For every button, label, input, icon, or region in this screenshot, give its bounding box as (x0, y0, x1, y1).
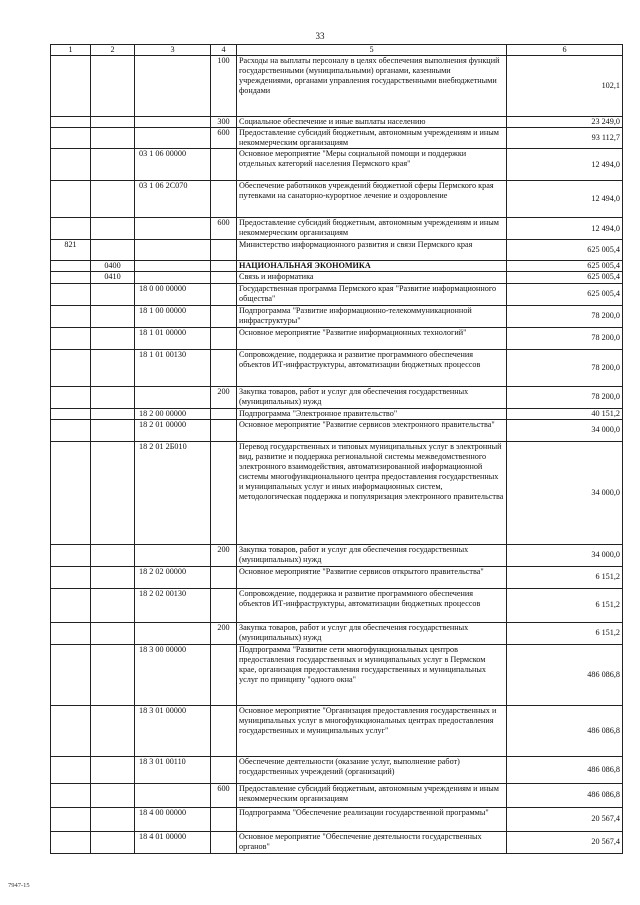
cell-c1 (51, 327, 91, 349)
cell-c6: 78 200,0 (507, 327, 623, 349)
table-row (51, 644, 623, 705)
cell-c1 (51, 149, 91, 181)
cell-c2 (91, 566, 135, 588)
cell-c1 (51, 181, 91, 218)
cell-c4: 300 (211, 117, 237, 128)
cell-c3: 18 0 00 00000 (135, 283, 211, 305)
cell-c6: 625 005,4 (507, 283, 623, 305)
cell-c3 (135, 56, 211, 117)
cell-c4 (211, 756, 237, 783)
cell-c2 (91, 349, 135, 386)
table-row (51, 566, 623, 588)
cell-c1 (51, 349, 91, 386)
cell-c5: Перевод государственных и типовых муниципальных услуг в электронный вид, развитие и поддержка региональной системы межведомственного электронного взаимодействия, автоматизированной информационной системы многофункционального центра предоставления государственных и муниципальных услуг и иных информационных систем, методологическая поддержка и популяризация электронного правительства (237, 441, 507, 544)
cell-c5: Закупка товаров, работ и услуг для обеспечения государственных (муниципальных) нужд (237, 386, 507, 408)
table-row (51, 149, 623, 181)
cell-c3 (135, 544, 211, 566)
cell-c2 (91, 622, 135, 644)
budget-table (50, 44, 623, 854)
cell-c4 (211, 305, 237, 327)
cell-c5: Основное мероприятие "Развитие сервисов электронного правительства" (237, 419, 507, 441)
page-number: 33 (315, 31, 325, 41)
cell-c3 (135, 622, 211, 644)
cell-c2 (91, 283, 135, 305)
cell-c6: 486 086,8 (507, 783, 623, 807)
table-row (51, 240, 623, 261)
table-row (51, 441, 623, 544)
cell-c4 (211, 272, 237, 283)
cell-c3: 18 2 01 2Б010 (135, 441, 211, 544)
table-row (51, 588, 623, 622)
cell-c5: Основное мероприятие "Организация предоставления государственных и муниципальных услуг в многофункциональных центрах предоставления государственных и муниципальных услуг" (237, 705, 507, 756)
cell-c6: 34 000,0 (507, 441, 623, 544)
table-row (51, 807, 623, 831)
cell-c1 (51, 272, 91, 283)
cell-c2 (91, 588, 135, 622)
col-header: 4 (211, 45, 237, 56)
cell-c2 (91, 408, 135, 419)
cell-c1 (51, 408, 91, 419)
cell-c2 (91, 783, 135, 807)
cell-c1 (51, 807, 91, 831)
table-row (51, 261, 623, 272)
cell-c4 (211, 831, 237, 853)
cell-c6: 486 086,8 (507, 705, 623, 756)
table-row (51, 181, 623, 218)
cell-c4 (211, 327, 237, 349)
cell-c6: 6 151,2 (507, 588, 623, 622)
table-row (51, 622, 623, 644)
cell-c3 (135, 240, 211, 261)
cell-c6: 93 112,7 (507, 128, 623, 149)
table-row (51, 705, 623, 756)
cell-c6: 34 000,0 (507, 419, 623, 441)
cell-c1 (51, 756, 91, 783)
cell-c3: 18 4 01 00000 (135, 831, 211, 853)
cell-c1 (51, 386, 91, 408)
cell-c4 (211, 566, 237, 588)
cell-c5: Сопровождение, поддержка и развитие программного обеспечения объектов ИТ-инфраструктуры, автоматизации бюджетных процессов (237, 588, 507, 622)
cell-c5: Предоставление субсидий бюджетным, автономным учреждениям и иным некоммерческим организациям (237, 128, 507, 149)
cell-c4 (211, 261, 237, 272)
cell-c3: 18 1 01 00130 (135, 349, 211, 386)
cell-c6: 6 151,2 (507, 622, 623, 644)
col-header: 2 (91, 45, 135, 56)
cell-c1 (51, 783, 91, 807)
cell-c6: 625 005,4 (507, 261, 623, 272)
cell-c1 (51, 283, 91, 305)
cell-c4: 600 (211, 218, 237, 240)
cell-c2: 0400 (91, 261, 135, 272)
cell-c2 (91, 218, 135, 240)
cell-c6: 20 567,4 (507, 807, 623, 831)
cell-c3 (135, 261, 211, 272)
header-row (51, 45, 623, 56)
table-row (51, 349, 623, 386)
cell-c5: Министерство информационного развития и связи Пермского края (237, 240, 507, 261)
col-header: 3 (135, 45, 211, 56)
cell-c2 (91, 56, 135, 117)
table-row (51, 756, 623, 783)
cell-c1 (51, 566, 91, 588)
cell-c4 (211, 349, 237, 386)
cell-c4: 200 (211, 544, 237, 566)
table-row (51, 386, 623, 408)
cell-c3: 18 3 01 00000 (135, 705, 211, 756)
cell-c6: 34 000,0 (507, 544, 623, 566)
cell-c4 (211, 419, 237, 441)
cell-c2 (91, 181, 135, 218)
cell-c4 (211, 240, 237, 261)
cell-c1 (51, 218, 91, 240)
cell-c3: 18 2 01 00000 (135, 419, 211, 441)
cell-c5: Подпрограмма "Развитие сети многофункциональных центров предоставления государственных и муниципальных услуг в Пермском крае, организация предоставления государственных и муниципальных услуг по принципу "одного окна" (237, 644, 507, 705)
cell-c2 (91, 644, 135, 705)
cell-c2 (91, 441, 135, 544)
cell-c1 (51, 705, 91, 756)
cell-c4 (211, 644, 237, 705)
cell-c6: 6 151,2 (507, 566, 623, 588)
cell-c4: 200 (211, 386, 237, 408)
table-row (51, 831, 623, 853)
cell-c4: 100 (211, 56, 237, 117)
cell-c2: 0410 (91, 272, 135, 283)
cell-c3: 03 1 06 2С070 (135, 181, 211, 218)
cell-c1 (51, 128, 91, 149)
cell-c4 (211, 408, 237, 419)
table-row (51, 117, 623, 128)
cell-c6: 12 494,0 (507, 218, 623, 240)
cell-c1 (51, 544, 91, 566)
cell-c3: 18 2 02 00000 (135, 566, 211, 588)
cell-c1 (51, 56, 91, 117)
cell-c4 (211, 181, 237, 218)
table-row (51, 56, 623, 117)
cell-c2 (91, 149, 135, 181)
cell-c5: Подпрограмма "Электронное правительство" (237, 408, 507, 419)
table-row (51, 272, 623, 283)
cell-c2 (91, 705, 135, 756)
cell-c3: 18 3 01 00110 (135, 756, 211, 783)
table-row (51, 544, 623, 566)
cell-c4 (211, 705, 237, 756)
cell-c6: 78 200,0 (507, 386, 623, 408)
col-header: 5 (237, 45, 507, 56)
cell-c5: Закупка товаров, работ и услуг для обеспечения государственных (муниципальных) нужд (237, 544, 507, 566)
cell-c1 (51, 305, 91, 327)
cell-c2 (91, 756, 135, 783)
cell-c6: 20 567,4 (507, 831, 623, 853)
cell-c3 (135, 128, 211, 149)
cell-c3: 18 4 00 00000 (135, 807, 211, 831)
cell-c3: 18 1 01 00000 (135, 327, 211, 349)
document-code: 7947-15 (8, 882, 30, 889)
cell-c5: НАЦИОНАЛЬНАЯ ЭКОНОМИКА (237, 261, 507, 272)
cell-c3 (135, 218, 211, 240)
table-row (51, 305, 623, 327)
cell-c6: 486 086,8 (507, 756, 623, 783)
cell-c5: Основное мероприятие "Обеспечение деятельности государственных органов" (237, 831, 507, 853)
table-row (51, 783, 623, 807)
cell-c5: Предоставление субсидий бюджетным, автономным учреждениям и иным некоммерческим организациям (237, 783, 507, 807)
cell-c2 (91, 807, 135, 831)
cell-c5: Основное мероприятие "Развитие сервисов открытого правительства" (237, 566, 507, 588)
cell-c6: 486 086,8 (507, 644, 623, 705)
cell-c5: Закупка товаров, работ и услуг для обеспечения государственных (муниципальных) нужд (237, 622, 507, 644)
cell-c5: Предоставление субсидий бюджетным, автономным учреждениям и иным некоммерческим организациям (237, 218, 507, 240)
cell-c5: Основное мероприятие "Меры социальной помощи и поддержки отдельных категорий населения Пермского края" (237, 149, 507, 181)
cell-c5: Расходы на выплаты персоналу в целях обеспечения выполнения функций государственными (муниципальными) органами, казенными учреждениями, органами управления государственными внебюджетными фондами (237, 56, 507, 117)
cell-c2 (91, 128, 135, 149)
cell-c4 (211, 283, 237, 305)
cell-c4 (211, 441, 237, 544)
cell-c4: 600 (211, 128, 237, 149)
cell-c2 (91, 544, 135, 566)
cell-c4 (211, 807, 237, 831)
table-body (51, 56, 623, 854)
cell-c3 (135, 272, 211, 283)
cell-c6: 12 494,0 (507, 181, 623, 218)
table-row (51, 283, 623, 305)
cell-c6: 625 005,4 (507, 240, 623, 261)
cell-c4 (211, 588, 237, 622)
cell-c1 (51, 644, 91, 705)
cell-c6: 12 494,0 (507, 149, 623, 181)
cell-c2 (91, 327, 135, 349)
col-header: 6 (507, 45, 623, 56)
cell-c3 (135, 783, 211, 807)
cell-c6: 625 005,4 (507, 272, 623, 283)
cell-c5: Связь и информатика (237, 272, 507, 283)
cell-c1 (51, 117, 91, 128)
cell-c4: 200 (211, 622, 237, 644)
cell-c5: Государственная программа Пермского края "Развитие информационного общества" (237, 283, 507, 305)
cell-c6: 40 151,2 (507, 408, 623, 419)
cell-c6: 102,1 (507, 56, 623, 117)
cell-c3: 18 2 02 00130 (135, 588, 211, 622)
cell-c3 (135, 117, 211, 128)
cell-c6: 23 249,0 (507, 117, 623, 128)
cell-c3 (135, 386, 211, 408)
table-row (51, 419, 623, 441)
table-row (51, 408, 623, 419)
cell-c5: Обеспечение работников учреждений бюджетной сферы Пермского края путевками на санаторно-курортное лечение и оздоровление (237, 181, 507, 218)
cell-c3: 18 2 00 00000 (135, 408, 211, 419)
cell-c1 (51, 441, 91, 544)
cell-c3: 18 1 00 00000 (135, 305, 211, 327)
cell-c2 (91, 117, 135, 128)
cell-c1: 821 (51, 240, 91, 261)
col-header: 1 (51, 45, 91, 56)
cell-c4 (211, 149, 237, 181)
cell-c2 (91, 419, 135, 441)
cell-c1 (51, 622, 91, 644)
cell-c3: 03 1 06 00000 (135, 149, 211, 181)
cell-c5: Социальное обеспечение и иные выплаты населению (237, 117, 507, 128)
cell-c3: 18 3 00 00000 (135, 644, 211, 705)
cell-c5: Подпрограмма "Обеспечение реализации государственной программы" (237, 807, 507, 831)
table-row (51, 128, 623, 149)
cell-c2 (91, 305, 135, 327)
cell-c6: 78 200,0 (507, 305, 623, 327)
cell-c2 (91, 386, 135, 408)
cell-c4: 600 (211, 783, 237, 807)
cell-c1 (51, 588, 91, 622)
cell-c5: Обеспечение деятельности (оказание услуг, выполнение работ) государственных учреждений (организаций) (237, 756, 507, 783)
cell-c1 (51, 419, 91, 441)
cell-c2 (91, 240, 135, 261)
cell-c1 (51, 831, 91, 853)
table-row (51, 327, 623, 349)
cell-c2 (91, 831, 135, 853)
cell-c5: Основное мероприятие "Развитие информационных технологий" (237, 327, 507, 349)
cell-c1 (51, 261, 91, 272)
cell-c5: Сопровождение, поддержка и развитие программного обеспечения объектов ИТ-инфраструктуры, автоматизации бюджетных процессов (237, 349, 507, 386)
table-row (51, 218, 623, 240)
cell-c5: Подпрограмма "Развитие информационно-телекоммуникационной инфраструктуры" (237, 305, 507, 327)
cell-c6: 78 200,0 (507, 349, 623, 386)
